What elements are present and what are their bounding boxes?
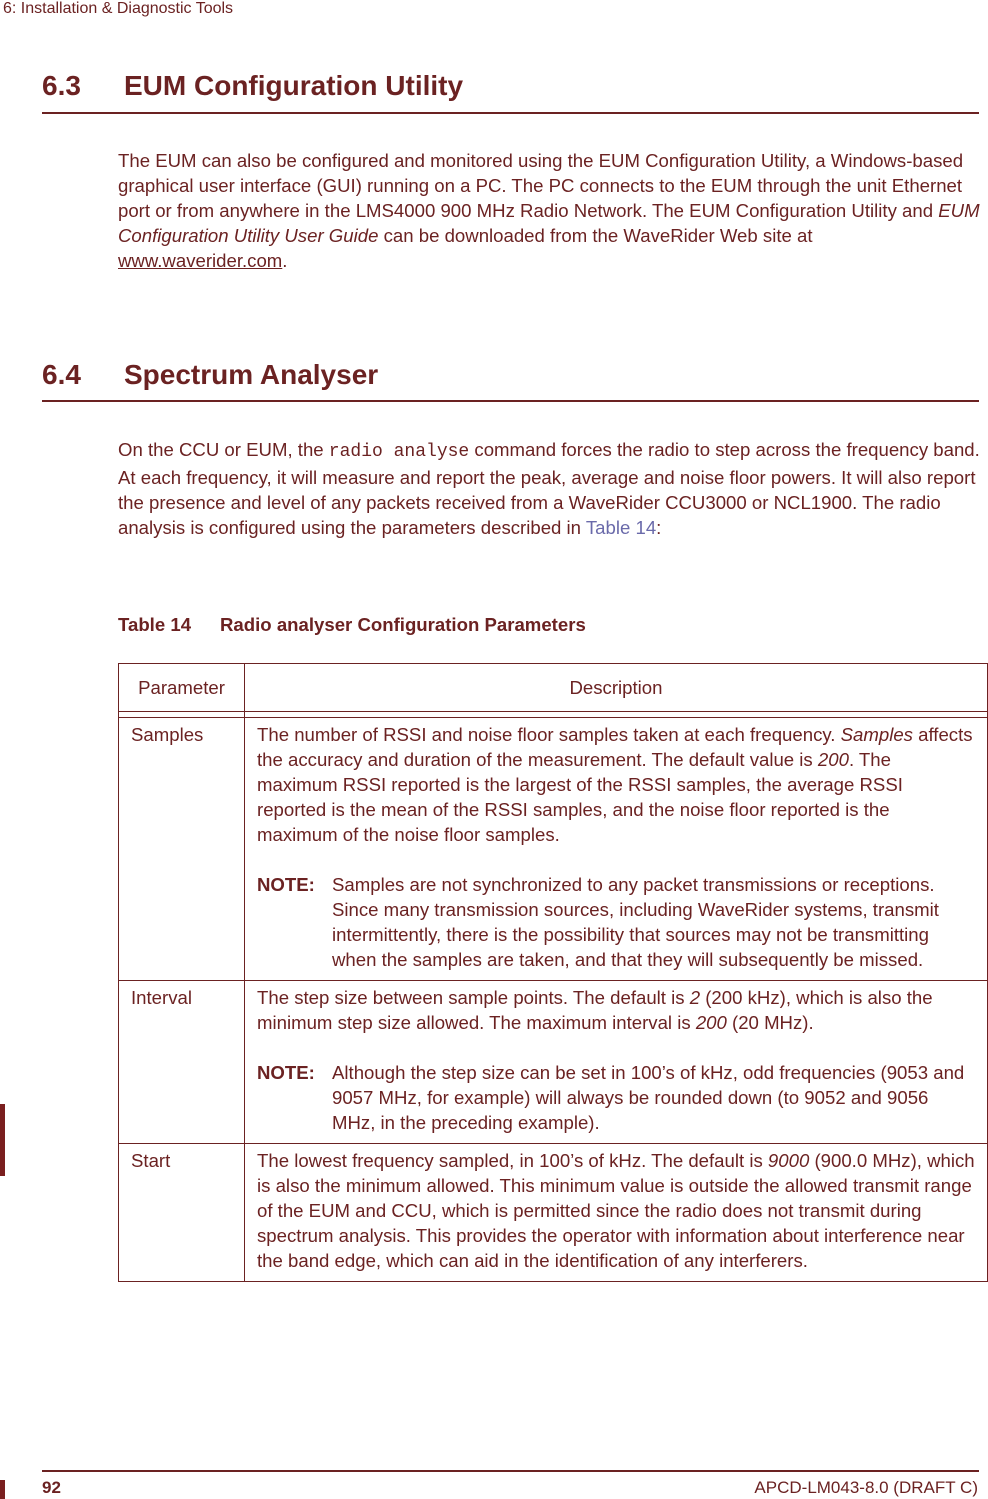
page-number: 92	[42, 1478, 61, 1497]
table-row	[119, 981, 988, 1144]
parameters-table	[118, 663, 988, 1282]
text-run: :	[656, 517, 662, 538]
section-number: 6.3	[42, 70, 81, 101]
header-parameter: Parameter	[119, 664, 245, 712]
text-run: command forces the radio to step across the frequency band. At each frequency, it will measure and report the peak, average and noise floor powers. It will also report the presence and level of any packets received from a WaveRider CCU3000 or NCL1900. The radio analysis is configured using the parameters described in	[118, 439, 980, 538]
change-bar	[0, 1480, 5, 1499]
desc-cell	[245, 718, 988, 981]
note-text: Although the step size can be set in 100’s of kHz, odd frequencies (9053 and 9057 MHz, for example) will always be rounded down (to 9052 and 9056 MHz, in the preceding example).	[332, 1062, 965, 1133]
heading-rule	[42, 112, 979, 114]
caption-title: Radio analyser Configuration Parameters	[220, 614, 586, 635]
italic-run: 200	[817, 749, 849, 770]
table-14-xref[interactable]: Table 14	[585, 517, 657, 538]
change-bar	[0, 1104, 5, 1176]
header-description: Description	[245, 664, 988, 712]
italic-run: 9000	[767, 1150, 810, 1171]
text-run: affects the accuracy and duration of the measurement. The default value is	[257, 724, 973, 770]
waverider-link[interactable]: www.waverider.com	[118, 250, 283, 271]
note-label: NOTE:	[257, 1062, 315, 1083]
note-text: Samples are not synchronized to any packet transmissions or receptions. Since many transmission sources, including WaveRider systems, transmit intermittently, there is the possibility that sources may not be transmitting when the samples are taken, and that they will subsequently be missed.	[332, 874, 939, 970]
table-row	[119, 718, 988, 981]
footer-rule	[42, 1470, 979, 1472]
caption-number: Table 14	[118, 614, 192, 635]
table-caption	[118, 614, 586, 636]
note-label: NOTE:	[257, 874, 315, 895]
running-head: 6: Installation & Diagnostic Tools	[3, 0, 234, 17]
text-run: (20 MHz).	[726, 1012, 814, 1033]
section-6-4-heading	[42, 359, 378, 391]
text-run: The number of RSSI and noise floor samples taken at each frequency.	[257, 724, 841, 745]
table-row	[119, 1144, 988, 1282]
command-text: radio analyse	[328, 442, 470, 462]
text-run: The lowest frequency sampled, in 100’s of kHz. The default is	[257, 1150, 768, 1171]
italic-run: 200	[695, 1012, 727, 1033]
document-id: APCD-LM043-8.0 (DRAFT C)	[754, 1478, 978, 1497]
section-6-3-paragraph	[118, 148, 980, 273]
text-run: can be downloaded from the WaveRider Web site at	[378, 225, 813, 246]
text-run: The EUM can also be configured and monitored using the EUM Configuration Utility, a Windows-based graphical user interface (GUI) running on a PC. The PC connects to the EUM through the unit Ethernet port or from anywhere in the LMS4000 900 MHz Radio Network. The EUM Configuration Utility and	[118, 150, 964, 221]
section-title: EUM Configuration Utility	[124, 70, 464, 101]
section-number: 6.4	[42, 359, 81, 390]
guide-title: EUM Configuration Utility User Guide	[118, 200, 980, 246]
param-cell: Interval	[119, 981, 245, 1144]
note	[257, 872, 975, 972]
table-header-row	[119, 664, 988, 712]
heading-rule	[42, 400, 979, 402]
text-run: The step size between sample points. The default is	[257, 987, 690, 1008]
text-run: (900.0 MHz), which is also the minimum allowed. This minimum value is outside the allowed transmit range of the EUM and CCU, which is permitted since the radio does not transmit during spectrum analysis. This provides the operator with information about interference near the band edge, which can aid in the identification of any interferers.	[257, 1150, 975, 1271]
text-run: .	[282, 250, 288, 271]
section-6-3-heading	[42, 70, 463, 102]
param-cell: Start	[119, 1144, 245, 1282]
param-cell: Samples	[119, 718, 245, 981]
desc-cell	[245, 981, 988, 1144]
italic-run: Samples	[840, 724, 913, 745]
note	[257, 1060, 975, 1135]
italic-run: 2	[689, 987, 701, 1008]
text-run: (200 kHz), which is also the minimum step size allowed. The maximum interval is	[257, 987, 933, 1033]
desc-cell	[245, 1144, 988, 1282]
section-6-4-paragraph	[118, 437, 980, 540]
section-title: Spectrum Analyser	[124, 359, 379, 390]
text-run: On the CCU or EUM, the	[118, 439, 329, 460]
text-run: . The maximum RSSI reported is the largest of the RSSI samples, the average RSSI reported is the mean of the RSSI samples, and the noise floor reported is the maximum of the noise floor samples.	[257, 749, 903, 845]
